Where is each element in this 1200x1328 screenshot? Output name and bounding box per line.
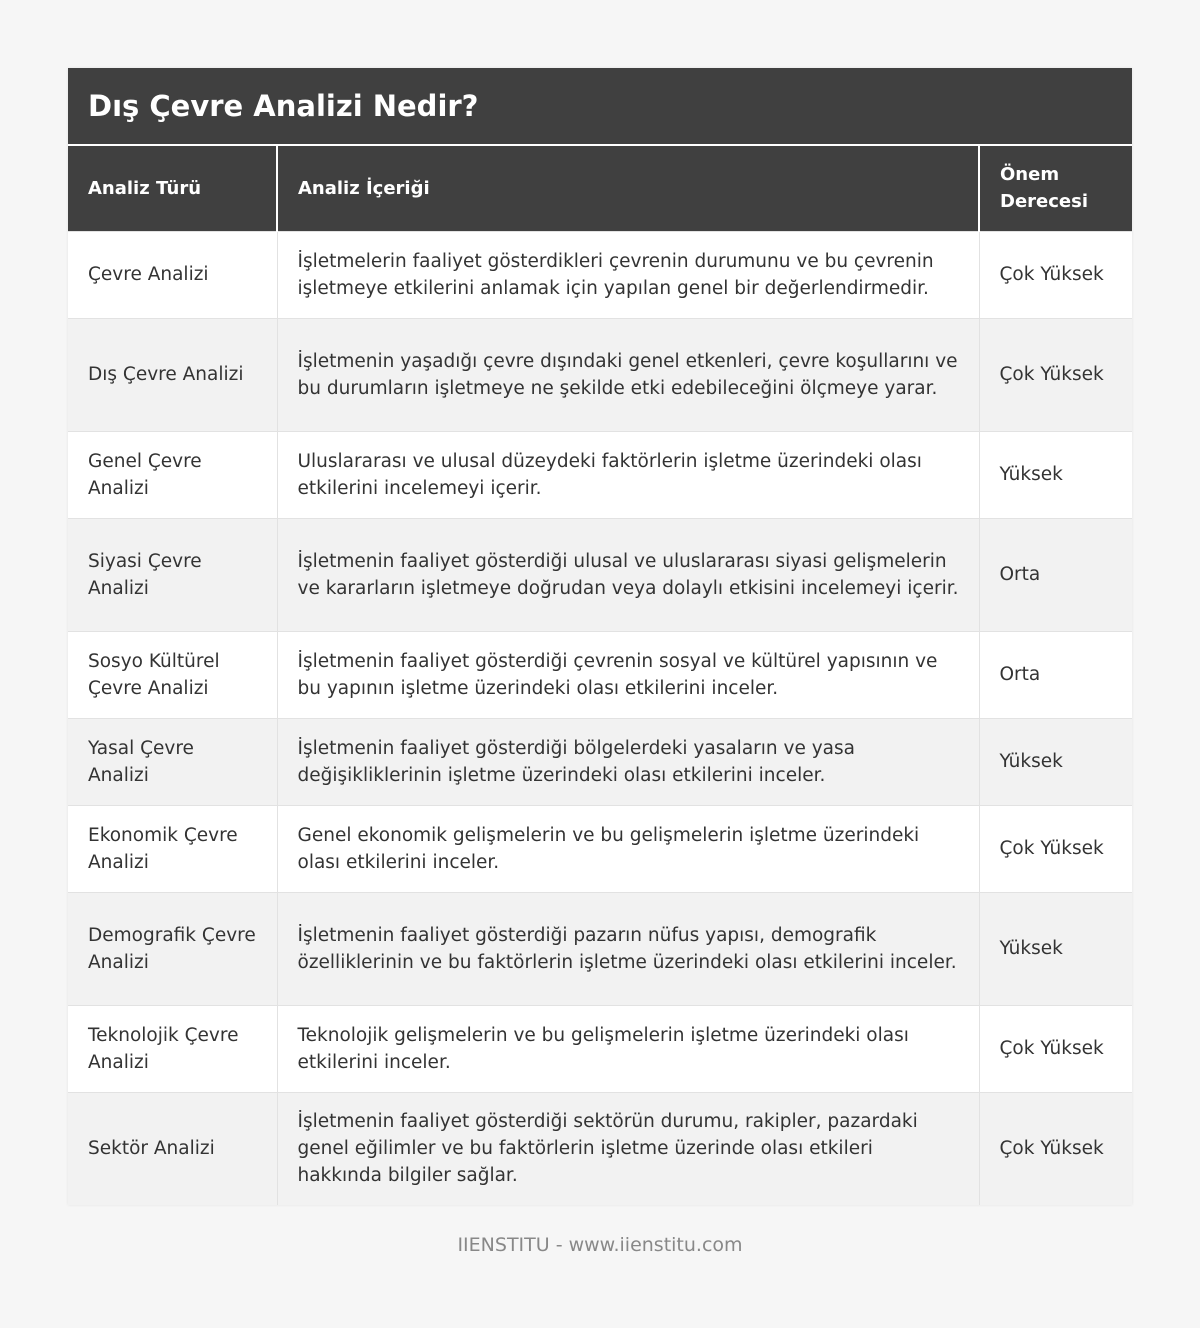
table-title: Dış Çevre Analizi Nedir? [68,68,1132,144]
cell-type: Demografik Çevre Analizi [68,892,277,1005]
cell-content: İşletmenin faaliyet gösterdiği sektörün durumu, rakipler, pazardaki genel eğilimler ve bu faktörlerin işletme üzerinde olası etkileri hakkında bilgiler sağlar. [277,1092,979,1205]
column-header-content: Analiz İçeriği [277,145,979,231]
cell-type: Genel Çevre Analizi [68,431,277,518]
cell-importance: Orta [979,518,1132,631]
cell-importance: Yüksek [979,892,1132,1005]
table-row [68,431,1132,518]
cell-content: İşletmenin yaşadığı çevre dışındaki genel etkenleri, çevre koşullarını ve bu durumların işletmeye ne şekilde etki edebileceğini ölçmeye yarar. [277,318,979,431]
cell-type: Sektör Analizi [68,1092,277,1205]
table-row [68,1092,1132,1205]
cell-content: Genel ekonomik gelişmelerin ve bu gelişmelerin işletme üzerindeki olası etkilerini inceler. [277,805,979,892]
table-row [68,518,1132,631]
table-header-row [68,145,1132,231]
cell-importance: Çok Yüksek [979,805,1132,892]
cell-type: Çevre Analizi [68,231,277,318]
table-row [68,805,1132,892]
cell-importance: Çok Yüksek [979,1092,1132,1205]
cell-type: Dış Çevre Analizi [68,318,277,431]
cell-importance: Orta [979,631,1132,718]
cell-content: Teknolojik gelişmelerin ve bu gelişmelerin işletme üzerindeki olası etkilerini inceler. [277,1005,979,1092]
cell-content: İşletmenin faaliyet gösterdiği çevrenin sosyal ve kültürel yapısının ve bu yapının işletme üzerindeki olası etkilerini inceler. [277,631,979,718]
cell-content: İşletmenin faaliyet gösterdiği bölgelerdeki yasaların ve yasa değişikliklerinin işletme üzerindeki olası etkilerini inceler. [277,718,979,805]
cell-content: İşletmelerin faaliyet gösterdikleri çevrenin durumunu ve bu çevrenin işletmeye etkilerini anlamak için yapılan genel bir değerlendirmedir. [277,231,979,318]
table-row [68,718,1132,805]
cell-type: Sosyo Kültürel Çevre Analizi [68,631,277,718]
cell-importance: Çok Yüksek [979,1005,1132,1092]
cell-type: Yasal Çevre Analizi [68,718,277,805]
cell-importance: Çok Yüksek [979,231,1132,318]
table-row [68,1005,1132,1092]
cell-importance: Yüksek [979,431,1132,518]
cell-content: İşletmenin faaliyet gösterdiği ulusal ve uluslararası siyasi gelişmelerin ve kararların işletmeye doğrudan veya dolaylı etkisini incelemeyi içerir. [277,518,979,631]
cell-importance: Çok Yüksek [979,318,1132,431]
analysis-table [68,144,1132,1205]
cell-importance: Yüksek [979,718,1132,805]
table-row [68,318,1132,431]
footer-credit: IIENSTITU - www.iienstitu.com [457,1234,743,1256]
column-header-type: Analiz Türü [68,145,277,231]
table-row [68,231,1132,318]
table-row [68,631,1132,718]
cell-type: Siyasi Çevre Analizi [68,518,277,631]
table-row [68,892,1132,1005]
analysis-table-card [68,68,1132,1205]
cell-content: Uluslararası ve ulusal düzeydeki faktörlerin işletme üzerindeki olası etkilerini incelemeyi içerir. [277,431,979,518]
column-header-importance: Önem Derecesi [979,145,1132,231]
cell-type: Teknolojik Çevre Analizi [68,1005,277,1092]
cell-content: İşletmenin faaliyet gösterdiği pazarın nüfus yapısı, demografik özelliklerinin ve bu faktörlerin işletme üzerindeki olası etkilerini inceler. [277,892,979,1005]
cell-type: Ekonomik Çevre Analizi [68,805,277,892]
